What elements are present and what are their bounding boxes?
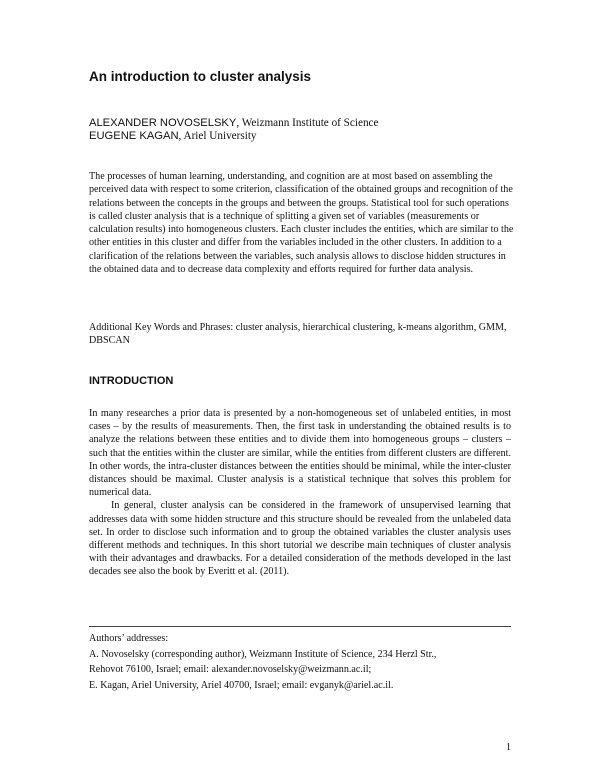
footnote-line: Rehovot 76100, Israel; email: alexander.novoselsky@weizmann.ac.il; xyxy=(89,664,372,675)
author-affiliation: , Ariel University xyxy=(178,130,257,142)
author-list xyxy=(89,117,519,143)
footnote-line: E. Kagan, Ariel University, Ariel 40700, Israel; email: evganyk@ariel.ac.il. xyxy=(89,679,394,691)
keywords: Additional Key Words and Phrases: cluster analysis, hierarchical clustering, k-means algorithm, GMM, DBSCAN xyxy=(89,322,507,347)
footnote-line: A. Novoselsky (corresponding author), Weizmann Institute of Science, 234 Herzl Str., xyxy=(89,648,437,660)
abstract: The processes of human learning, understanding, and cognition are at most based on assembling the perceived data with respect to some criterion, classification of the obtained groups and recognition of the relations between the concepts in the groups and between the groups. Statistical tool for such operations is called cluster analysis that is a technique of splitting a given set of variables (measurements or calculation results) into homogeneous clusters. Each cluster includes the entities, which are similar to the other entities in this cluster and differ from the variables included in the other clusters. In addition to a clarification of the relations between the variables, such analysis allows to disclose hidden structures in the obtained data and to decrease data complexity and efforts required for further data analysis. xyxy=(89,171,514,275)
page-number: 1 xyxy=(506,742,511,753)
footnote xyxy=(89,631,519,693)
author-affiliation: , Weizmann Institute of Science xyxy=(236,117,379,129)
body-paragraph: In many researches a prior data is presented by a non-homogeneous set of unlabeled entities, in most cases – by the results of measurements. Then, the first task in understanding the obtained results is to analyze the relations between these entities and to divide them into homogeneous groups – clusters – such that the entities within the cluster are similar, while the entities from different clusters are different. In other words, the intra-cluster distances between the entities should be minimal, while the inter-cluster distances should be maximal. Cluster analysis is a statistical technique that solves this problem for numerical data. xyxy=(89,408,511,499)
paper-title: An introduction to cluster analysis xyxy=(89,69,312,84)
section-heading: INTRODUCTION xyxy=(89,375,174,387)
footnote-heading: Authors’ addresses: xyxy=(89,633,169,644)
author-entry xyxy=(89,117,519,130)
footnote-divider xyxy=(89,626,511,627)
body-paragraph: In general, cluster analysis can be considered in the framework of unsupervised learning that addresses data with some hidden structure and this structure should be revealed from the unlabeled data set. In order to disclose such information and to group the obtained variables the cluster analysis uses different methods and techniques. In this short tutorial we describe main techniques of cluster analysis with their advantages and drawbacks. For a detailed consideration of the methods developed in the last decades see also the book by Everitt et al. (2011). xyxy=(89,500,511,578)
author-name: EUGENE KAGAN xyxy=(89,130,179,142)
author-entry xyxy=(89,130,519,143)
section-body xyxy=(89,407,511,579)
author-name: ALEXANDER NOVOSELSKY xyxy=(89,117,237,129)
